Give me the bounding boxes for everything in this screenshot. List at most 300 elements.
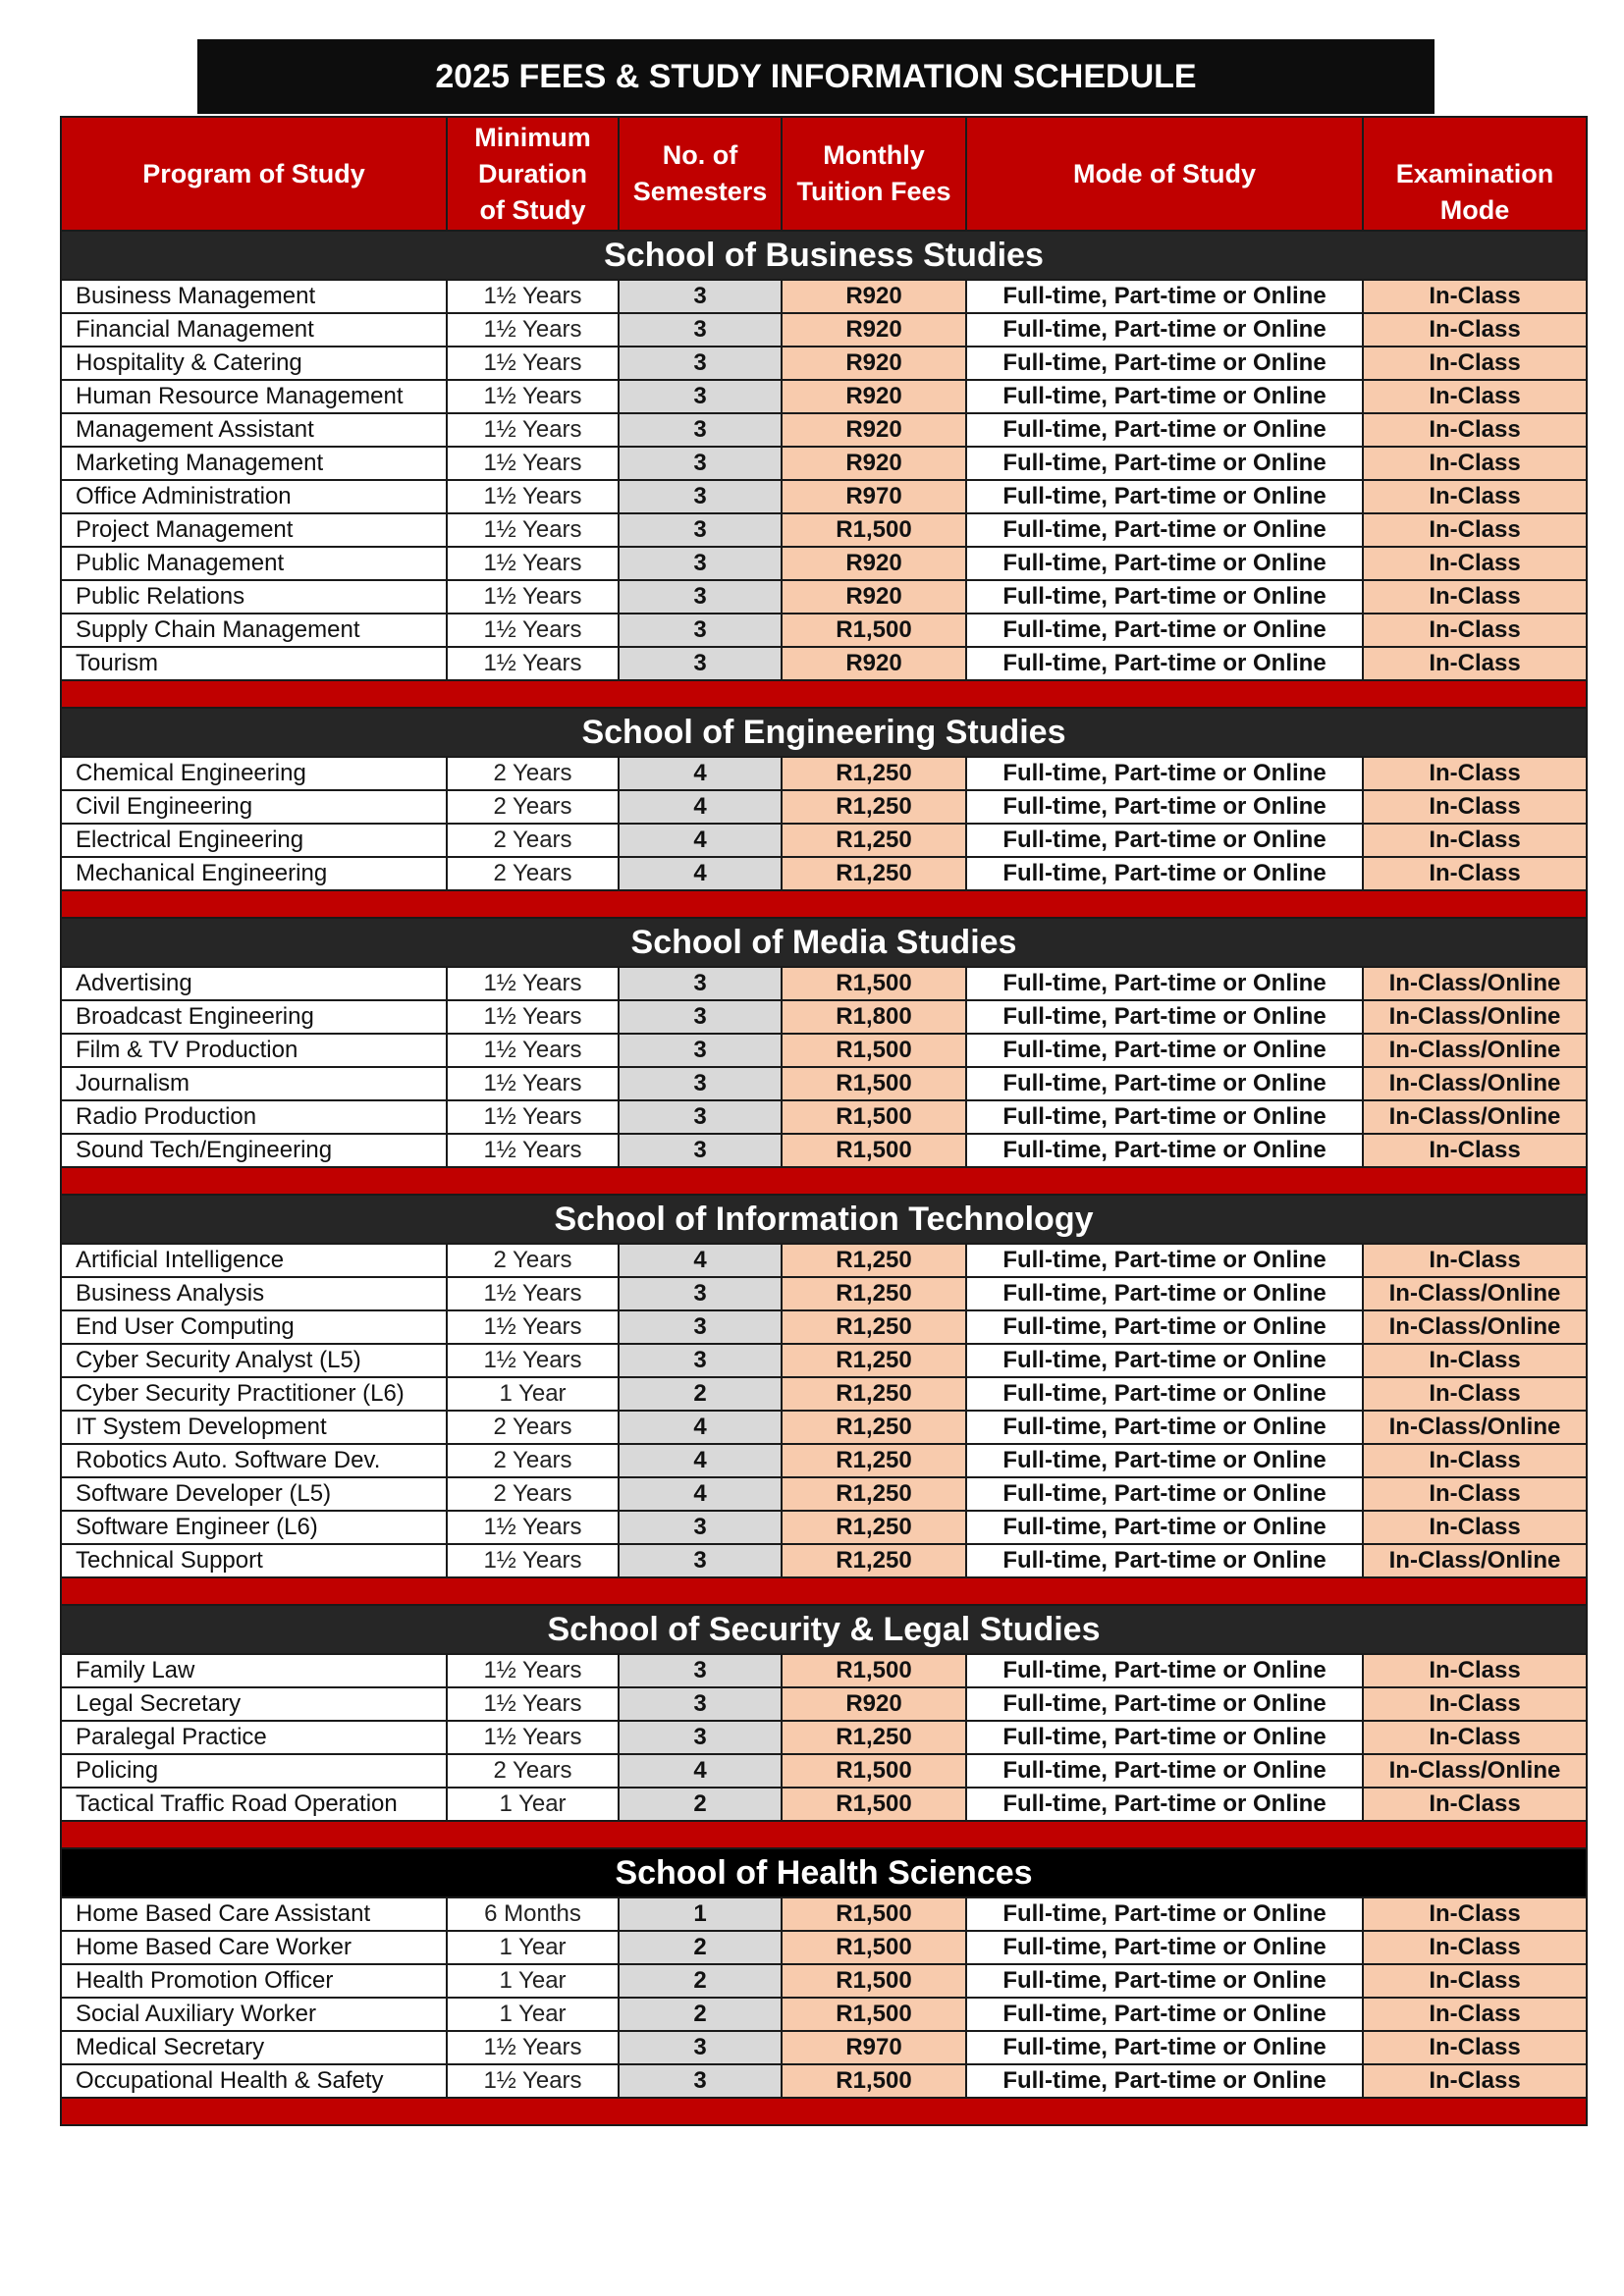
study-mode-cell: Full-time, Part-time or Online <box>966 580 1363 614</box>
semesters-cell: 3 <box>619 1100 782 1134</box>
duration-cell: 1½ Years <box>447 280 619 313</box>
program-name-cell: Home Based Care Assistant <box>61 1897 447 1931</box>
exam-mode-cell: In-Class <box>1363 824 1587 857</box>
school-name: School of Information Technology <box>61 1195 1587 1244</box>
semesters-cell: 3 <box>619 1654 782 1687</box>
program-name-cell: Human Resource Management <box>61 380 447 413</box>
program-name-cell: Occupational Health & Safety <box>61 2064 447 2098</box>
duration-cell: 2 Years <box>447 1411 619 1444</box>
section-divider-cell <box>61 2098 1587 2125</box>
exam-mode-cell: In-Class <box>1363 347 1587 380</box>
program-name-cell: Family Law <box>61 1654 447 1687</box>
fee-cell: R920 <box>782 313 966 347</box>
exam-mode-cell: In-Class <box>1363 480 1587 513</box>
program-name-cell: Film & TV Production <box>61 1034 447 1067</box>
semesters-cell: 3 <box>619 1687 782 1721</box>
section-divider-cell <box>61 680 1587 708</box>
fee-cell: R1,500 <box>782 1754 966 1788</box>
fee-cell: R1,500 <box>782 1931 966 1964</box>
duration-cell: 2 Years <box>447 857 619 890</box>
program-name-cell: Software Engineer (L6) <box>61 1511 447 1544</box>
study-mode-cell: Full-time, Part-time or Online <box>966 1100 1363 1134</box>
exam-mode-cell: In-Class <box>1363 580 1587 614</box>
duration-cell: 1½ Years <box>447 413 619 447</box>
semesters-cell: 3 <box>619 313 782 347</box>
study-mode-cell: Full-time, Part-time or Online <box>966 1998 1363 2031</box>
semesters-cell: 3 <box>619 967 782 1000</box>
program-name-cell: Broadcast Engineering <box>61 1000 447 1034</box>
study-mode-cell: Full-time, Part-time or Online <box>966 614 1363 647</box>
study-mode-cell: Full-time, Part-time or Online <box>966 1377 1363 1411</box>
program-name-cell: Hospitality & Catering <box>61 347 447 380</box>
semesters-cell: 1 <box>619 1897 782 1931</box>
study-mode-cell: Full-time, Part-time or Online <box>966 1000 1363 1034</box>
study-mode-cell: Full-time, Part-time or Online <box>966 547 1363 580</box>
fee-cell: R920 <box>782 447 966 480</box>
semesters-cell: 4 <box>619 1411 782 1444</box>
fee-cell: R970 <box>782 2031 966 2064</box>
table-row <box>61 757 1587 790</box>
table-row <box>61 1964 1587 1998</box>
fee-cell: R1,500 <box>782 1788 966 1821</box>
table-row <box>61 2031 1587 2064</box>
school-header-row <box>61 1195 1587 1244</box>
exam-mode-cell: In-Class <box>1363 2031 1587 2064</box>
study-mode-cell: Full-time, Part-time or Online <box>966 1788 1363 1821</box>
section-divider <box>61 1167 1587 1195</box>
fee-cell: R920 <box>782 580 966 614</box>
duration-cell: 6 Months <box>447 1897 619 1931</box>
semesters-cell: 3 <box>619 2064 782 2098</box>
section-divider <box>61 1821 1587 1848</box>
fee-cell: R920 <box>782 647 966 680</box>
section-divider <box>61 1577 1587 1605</box>
program-name-cell: Public Management <box>61 547 447 580</box>
program-name-cell: Cyber Security Practitioner (L6) <box>61 1377 447 1411</box>
program-name-cell: Sound Tech/Engineering <box>61 1134 447 1167</box>
header-duration <box>447 117 619 231</box>
study-mode-cell: Full-time, Part-time or Online <box>966 647 1363 680</box>
exam-mode-cell: In-Class <box>1363 413 1587 447</box>
exam-mode-cell: In-Class <box>1363 790 1587 824</box>
duration-cell: 1½ Years <box>447 1310 619 1344</box>
school-header-row <box>61 1848 1587 1897</box>
semesters-cell: 3 <box>619 1511 782 1544</box>
exam-mode-cell: In-Class/Online <box>1363 1034 1587 1067</box>
semesters-cell: 4 <box>619 1754 782 1788</box>
duration-cell: 1½ Years <box>447 480 619 513</box>
semesters-cell: 3 <box>619 580 782 614</box>
fee-cell: R1,500 <box>782 614 966 647</box>
duration-cell: 1½ Years <box>447 614 619 647</box>
fee-cell: R920 <box>782 547 966 580</box>
program-name-cell: Medical Secretary <box>61 2031 447 2064</box>
program-name-cell: Advertising <box>61 967 447 1000</box>
duration-cell: 2 Years <box>447 1244 619 1277</box>
table-row <box>61 547 1587 580</box>
fee-cell: R1,800 <box>782 1000 966 1034</box>
study-mode-cell: Full-time, Part-time or Online <box>966 413 1363 447</box>
section-divider-cell <box>61 1577 1587 1605</box>
table-row <box>61 1377 1587 1411</box>
duration-cell: 1 Year <box>447 1998 619 2031</box>
duration-cell: 2 Years <box>447 824 619 857</box>
semesters-cell: 3 <box>619 2031 782 2064</box>
study-mode-cell: Full-time, Part-time or Online <box>966 513 1363 547</box>
study-mode-cell: Full-time, Part-time or Online <box>966 480 1363 513</box>
program-name-cell: Cyber Security Analyst (L5) <box>61 1344 447 1377</box>
duration-cell: 1 Year <box>447 1788 619 1821</box>
school-header-row <box>61 1605 1587 1654</box>
study-mode-cell: Full-time, Part-time or Online <box>966 1511 1363 1544</box>
table-row <box>61 1998 1587 2031</box>
fee-cell: R1,250 <box>782 1244 966 1277</box>
fee-cell: R1,250 <box>782 824 966 857</box>
program-name-cell: Supply Chain Management <box>61 614 447 647</box>
study-mode-cell: Full-time, Part-time or Online <box>966 857 1363 890</box>
table-row <box>61 857 1587 890</box>
section-divider <box>61 2098 1587 2125</box>
semesters-cell: 3 <box>619 547 782 580</box>
table-body <box>61 231 1587 2125</box>
exam-mode-cell: In-Class <box>1363 2064 1587 2098</box>
duration-cell: 1½ Years <box>447 1654 619 1687</box>
program-name-cell: Public Relations <box>61 580 447 614</box>
duration-cell: 1½ Years <box>447 1134 619 1167</box>
program-name-cell: Radio Production <box>61 1100 447 1134</box>
program-name-cell: Social Auxiliary Worker <box>61 1998 447 2031</box>
study-mode-cell: Full-time, Part-time or Online <box>966 1310 1363 1344</box>
table-row <box>61 1100 1587 1134</box>
table-row <box>61 313 1587 347</box>
fee-cell: R1,250 <box>782 1721 966 1754</box>
study-mode-cell: Full-time, Part-time or Online <box>966 447 1363 480</box>
exam-mode-cell: In-Class <box>1363 1931 1587 1964</box>
table-row <box>61 1897 1587 1931</box>
semesters-cell: 3 <box>619 1344 782 1377</box>
exam-mode-cell: In-Class <box>1363 1788 1587 1821</box>
exam-mode-cell: In-Class <box>1363 1244 1587 1277</box>
exam-mode-cell: In-Class <box>1363 1687 1587 1721</box>
study-mode-cell: Full-time, Part-time or Online <box>966 280 1363 313</box>
semesters-cell: 3 <box>619 1544 782 1577</box>
program-name-cell: Project Management <box>61 513 447 547</box>
study-mode-cell: Full-time, Part-time or Online <box>966 1544 1363 1577</box>
fee-cell: R1,500 <box>782 513 966 547</box>
semesters-cell: 4 <box>619 824 782 857</box>
program-name-cell: Tourism <box>61 647 447 680</box>
table-row <box>61 2064 1587 2098</box>
exam-mode-cell: In-Class <box>1363 1134 1587 1167</box>
semesters-cell: 4 <box>619 757 782 790</box>
header-duration-line: Minimum <box>474 122 591 152</box>
fee-cell: R1,500 <box>782 1100 966 1134</box>
table-row <box>61 380 1587 413</box>
study-mode-cell: Full-time, Part-time or Online <box>966 790 1363 824</box>
exam-mode-cell: In-Class <box>1363 1477 1587 1511</box>
study-mode-cell: Full-time, Part-time or Online <box>966 1477 1363 1511</box>
semesters-cell: 3 <box>619 1721 782 1754</box>
header-mode: Mode of Study <box>966 117 1363 231</box>
duration-cell: 2 Years <box>447 1477 619 1511</box>
study-mode-cell: Full-time, Part-time or Online <box>966 1444 1363 1477</box>
semesters-cell: 3 <box>619 413 782 447</box>
semesters-cell: 3 <box>619 480 782 513</box>
table-row <box>61 1277 1587 1310</box>
study-mode-cell: Full-time, Part-time or Online <box>966 1931 1363 1964</box>
exam-mode-cell: In-Class/Online <box>1363 1067 1587 1100</box>
fee-cell: R1,250 <box>782 857 966 890</box>
duration-cell: 1 Year <box>447 1964 619 1998</box>
table-row <box>61 1931 1587 1964</box>
program-name-cell: Health Promotion Officer <box>61 1964 447 1998</box>
exam-mode-cell: In-Class/Online <box>1363 1411 1587 1444</box>
semesters-cell: 3 <box>619 614 782 647</box>
duration-cell: 1½ Years <box>447 1511 619 1544</box>
header-semesters-line: No. of <box>662 140 738 170</box>
program-name-cell: Electrical Engineering <box>61 824 447 857</box>
table-row <box>61 614 1587 647</box>
program-name-cell: Management Assistant <box>61 413 447 447</box>
semesters-cell: 3 <box>619 513 782 547</box>
study-mode-cell: Full-time, Part-time or Online <box>966 1687 1363 1721</box>
table-row <box>61 967 1587 1000</box>
fee-cell: R920 <box>782 1687 966 1721</box>
fee-cell: R1,500 <box>782 1654 966 1687</box>
table-row <box>61 580 1587 614</box>
exam-mode-cell: In-Class <box>1363 1444 1587 1477</box>
study-mode-cell: Full-time, Part-time or Online <box>966 1034 1363 1067</box>
study-mode-cell: Full-time, Part-time or Online <box>966 313 1363 347</box>
table-row <box>61 1134 1587 1167</box>
fee-cell: R1,500 <box>782 1998 966 2031</box>
duration-cell: 1½ Years <box>447 347 619 380</box>
semesters-cell: 3 <box>619 1134 782 1167</box>
study-mode-cell: Full-time, Part-time or Online <box>966 1754 1363 1788</box>
study-mode-cell: Full-time, Part-time or Online <box>966 1654 1363 1687</box>
fee-cell: R1,500 <box>782 1897 966 1931</box>
table-row <box>61 1244 1587 1277</box>
exam-mode-cell: In-Class <box>1363 313 1587 347</box>
fee-cell: R1,500 <box>782 1964 966 1998</box>
duration-cell: 1½ Years <box>447 2031 619 2064</box>
fee-cell: R920 <box>782 413 966 447</box>
exam-mode-cell: In-Class <box>1363 857 1587 890</box>
exam-mode-cell: In-Class <box>1363 1377 1587 1411</box>
semesters-cell: 3 <box>619 1067 782 1100</box>
fee-cell: R1,250 <box>782 1310 966 1344</box>
exam-mode-cell: In-Class <box>1363 757 1587 790</box>
duration-cell: 2 Years <box>447 1444 619 1477</box>
header-exam <box>1363 117 1587 231</box>
semesters-cell: 4 <box>619 1444 782 1477</box>
exam-mode-cell: In-Class <box>1363 1721 1587 1754</box>
header-semesters <box>619 117 782 231</box>
semesters-cell: 2 <box>619 1377 782 1411</box>
program-name-cell: Paralegal Practice <box>61 1721 447 1754</box>
semesters-cell: 3 <box>619 280 782 313</box>
school-name: School of Media Studies <box>61 918 1587 967</box>
school-name: School of Health Sciences <box>61 1848 1587 1897</box>
semesters-cell: 2 <box>619 1931 782 1964</box>
table-header-row <box>61 117 1587 231</box>
duration-cell: 1½ Years <box>447 547 619 580</box>
fee-cell: R1,250 <box>782 1344 966 1377</box>
exam-mode-cell: In-Class/Online <box>1363 1000 1587 1034</box>
table-row <box>61 1034 1587 1067</box>
exam-mode-cell: In-Class <box>1363 1998 1587 2031</box>
header-exam-line: Mode <box>1439 194 1510 225</box>
fee-cell: R1,250 <box>782 1511 966 1544</box>
table-row <box>61 1754 1587 1788</box>
duration-cell: 1½ Years <box>447 2064 619 2098</box>
school-name: School of Engineering Studies <box>61 708 1587 757</box>
semesters-cell: 3 <box>619 347 782 380</box>
table-row <box>61 824 1587 857</box>
duration-cell: 1½ Years <box>447 1100 619 1134</box>
program-name-cell: Financial Management <box>61 313 447 347</box>
exam-mode-cell: In-Class <box>1363 513 1587 547</box>
program-name-cell: Civil Engineering <box>61 790 447 824</box>
study-mode-cell: Full-time, Part-time or Online <box>966 1411 1363 1444</box>
program-name-cell: Mechanical Engineering <box>61 857 447 890</box>
duration-cell: 1½ Years <box>447 380 619 413</box>
study-mode-cell: Full-time, Part-time or Online <box>966 1344 1363 1377</box>
program-name-cell: Legal Secretary <box>61 1687 447 1721</box>
semesters-cell: 3 <box>619 1277 782 1310</box>
table-row <box>61 1067 1587 1100</box>
study-mode-cell: Full-time, Part-time or Online <box>966 2064 1363 2098</box>
study-mode-cell: Full-time, Part-time or Online <box>966 1897 1363 1931</box>
fees-schedule-table <box>60 116 1588 2126</box>
semesters-cell: 4 <box>619 790 782 824</box>
section-divider-cell <box>61 890 1587 918</box>
table-row <box>61 647 1587 680</box>
fee-cell: R1,250 <box>782 1277 966 1310</box>
fee-cell: R1,500 <box>782 967 966 1000</box>
fee-cell: R920 <box>782 380 966 413</box>
school-header-row <box>61 231 1587 280</box>
page-title: 2025 FEES & STUDY INFORMATION SCHEDULE <box>197 39 1435 114</box>
semesters-cell: 3 <box>619 1034 782 1067</box>
semesters-cell: 2 <box>619 1998 782 2031</box>
header-semesters-line: Semesters <box>632 177 768 206</box>
duration-cell: 1½ Years <box>447 1000 619 1034</box>
school-header-row <box>61 918 1587 967</box>
program-name-cell: IT System Development <box>61 1411 447 1444</box>
study-mode-cell: Full-time, Part-time or Online <box>966 1244 1363 1277</box>
section-divider <box>61 680 1587 708</box>
table-row <box>61 347 1587 380</box>
semesters-cell: 4 <box>619 1477 782 1511</box>
exam-mode-cell: In-Class <box>1363 614 1587 647</box>
semesters-cell: 4 <box>619 857 782 890</box>
fee-cell: R920 <box>782 347 966 380</box>
school-name: School of Business Studies <box>61 231 1587 280</box>
duration-cell: 2 Years <box>447 757 619 790</box>
table-row <box>61 1344 1587 1377</box>
exam-mode-cell: In-Class/Online <box>1363 967 1587 1000</box>
duration-cell: 1½ Years <box>447 1544 619 1577</box>
program-name-cell: Journalism <box>61 1067 447 1100</box>
table-row <box>61 1544 1587 1577</box>
fee-cell: R1,500 <box>782 2064 966 2098</box>
duration-cell: 1½ Years <box>447 1344 619 1377</box>
header-fees <box>782 117 966 231</box>
table-row <box>61 1310 1587 1344</box>
fee-cell: R1,500 <box>782 1034 966 1067</box>
study-mode-cell: Full-time, Part-time or Online <box>966 1721 1363 1754</box>
table-row <box>61 1788 1587 1821</box>
program-name-cell: Home Based Care Worker <box>61 1931 447 1964</box>
table-row <box>61 480 1587 513</box>
duration-cell: 1½ Years <box>447 967 619 1000</box>
semesters-cell: 3 <box>619 647 782 680</box>
fee-cell: R1,500 <box>782 1134 966 1167</box>
fee-cell: R1,250 <box>782 1544 966 1577</box>
program-name-cell: Technical Support <box>61 1544 447 1577</box>
duration-cell: 1 Year <box>447 1931 619 1964</box>
study-mode-cell: Full-time, Part-time or Online <box>966 1277 1363 1310</box>
table-row <box>61 413 1587 447</box>
fee-cell: R970 <box>782 480 966 513</box>
header-duration-line: Duration <box>478 158 587 188</box>
study-mode-cell: Full-time, Part-time or Online <box>966 2031 1363 2064</box>
exam-mode-cell: In-Class <box>1363 1344 1587 1377</box>
study-mode-cell: Full-time, Part-time or Online <box>966 1067 1363 1100</box>
duration-cell: 1½ Years <box>447 447 619 480</box>
section-divider <box>61 890 1587 918</box>
program-name-cell: End User Computing <box>61 1310 447 1344</box>
fee-cell: R1,250 <box>782 1411 966 1444</box>
semesters-cell: 3 <box>619 1310 782 1344</box>
exam-mode-cell: In-Class <box>1363 1964 1587 1998</box>
study-mode-cell: Full-time, Part-time or Online <box>966 1964 1363 1998</box>
duration-cell: 2 Years <box>447 790 619 824</box>
exam-mode-cell: In-Class/Online <box>1363 1100 1587 1134</box>
table-row <box>61 447 1587 480</box>
header-exam-line: Examination <box>1395 158 1554 188</box>
program-name-cell: Business Analysis <box>61 1277 447 1310</box>
exam-mode-cell: In-Class/Online <box>1363 1277 1587 1310</box>
program-name-cell: Artificial Intelligence <box>61 1244 447 1277</box>
fee-cell: R920 <box>782 280 966 313</box>
table-row <box>61 513 1587 547</box>
table-row <box>61 1000 1587 1034</box>
study-mode-cell: Full-time, Part-time or Online <box>966 1134 1363 1167</box>
exam-mode-cell: In-Class <box>1363 547 1587 580</box>
section-divider-cell <box>61 1167 1587 1195</box>
table-row <box>61 1721 1587 1754</box>
duration-cell: 1½ Years <box>447 580 619 614</box>
duration-cell: 1½ Years <box>447 1034 619 1067</box>
program-name-cell: Robotics Auto. Software Dev. <box>61 1444 447 1477</box>
fee-cell: R1,250 <box>782 790 966 824</box>
program-name-cell: Software Developer (L5) <box>61 1477 447 1511</box>
program-name-cell: Business Management <box>61 280 447 313</box>
duration-cell: 1½ Years <box>447 1721 619 1754</box>
study-mode-cell: Full-time, Part-time or Online <box>966 757 1363 790</box>
header-fees-line: Tuition Fees <box>796 177 951 206</box>
table-row <box>61 1444 1587 1477</box>
semesters-cell: 3 <box>619 380 782 413</box>
table-row <box>61 1411 1587 1444</box>
semesters-cell: 2 <box>619 1788 782 1821</box>
table-row <box>61 1477 1587 1511</box>
exam-mode-cell: In-Class <box>1363 447 1587 480</box>
program-name-cell: Chemical Engineering <box>61 757 447 790</box>
table-row <box>61 1511 1587 1544</box>
